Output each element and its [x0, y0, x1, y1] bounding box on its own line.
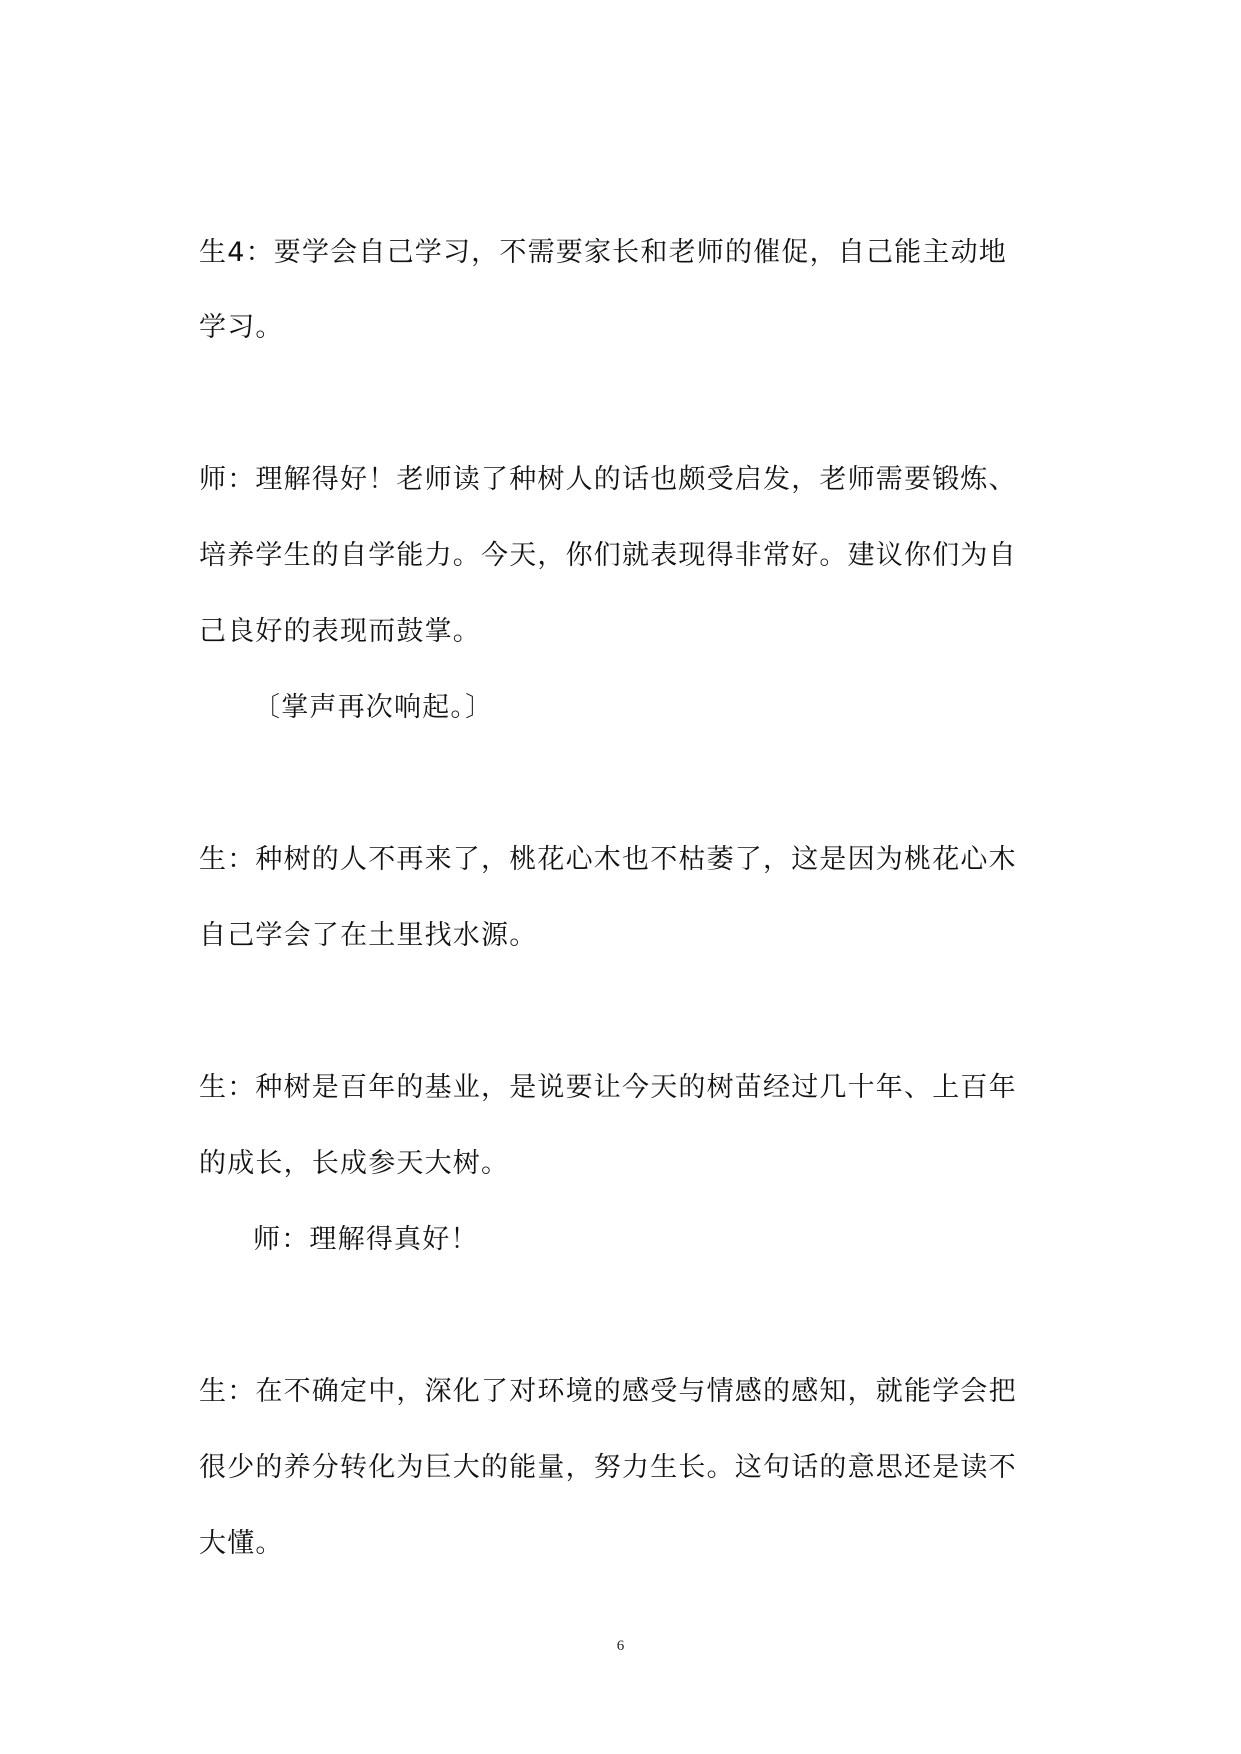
paragraph-line: 大懂。 — [199, 1528, 284, 1559]
paragraph-line: 生：种树是百年的基业，是说要让今天的树苗经过几十年、上百年 — [199, 1072, 1017, 1103]
paragraph-line: 培养学生的自学能力。今天，你们就表现得非常好。建议你们为自 — [199, 540, 1017, 571]
paragraph-line: 师：理解得真好！ — [253, 1224, 479, 1255]
paragraph-line: 〔掌声再次响起。〕 — [253, 692, 494, 723]
paragraph-line: 很少的养分转化为巨大的能量，努力生长。这句话的意思还是读不 — [199, 1452, 1017, 1483]
paragraph-line: 己良好的表现而鼓掌。 — [199, 616, 481, 647]
page-number: 6 — [616, 1638, 625, 1654]
paragraph-line: 学习。 — [199, 312, 284, 343]
paragraph-line: 自己学会了在土里找水源。 — [199, 920, 538, 951]
paragraph-line: 的成长，长成参天大树。 — [199, 1148, 510, 1179]
paragraph-line: 师：理解得好！老师读了种树人的话也颇受启发，老师需要锻炼、 — [199, 464, 1017, 495]
paragraph-line: 生：在不确定中，深化了对环境的感受与情感的感知，就能学会把 — [199, 1376, 1017, 1407]
paragraph-line: 生4：要学会自己学习，不需要家长和老师的催促，自己能主动地 — [199, 237, 1007, 268]
paragraph-line: 生：种树的人不再来了，桃花心木也不枯萎了，这是因为桃花心木 — [199, 844, 1017, 875]
